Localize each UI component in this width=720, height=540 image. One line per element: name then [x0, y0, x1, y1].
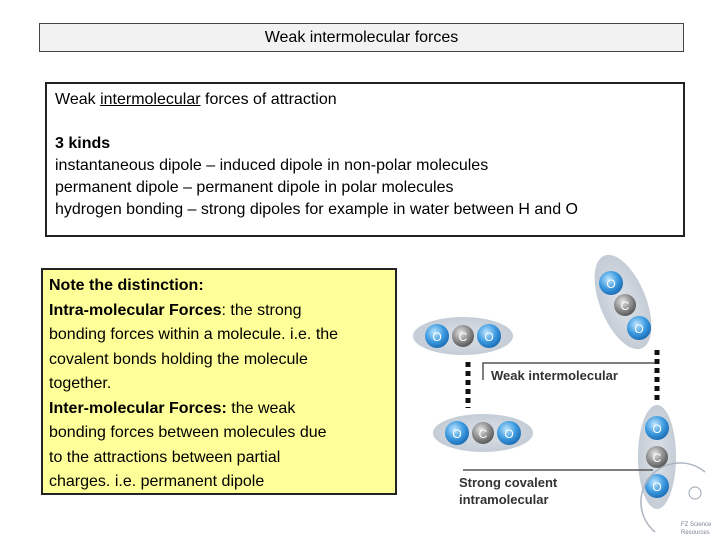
inter-text-1: the weak — [226, 399, 296, 417]
kinds-heading: 3 kinds — [55, 135, 111, 152]
atom-c-label: C — [478, 427, 488, 441]
atom-o-label: O — [432, 330, 442, 344]
kind-item-1: instantaneous dipole – induced dipole in non-polar molecules — [55, 157, 489, 174]
strong-covalent-label-1: Strong covalent — [459, 475, 558, 490]
note-box — [41, 268, 397, 495]
intra-text-3: covalent bonds holding the molecule — [49, 350, 308, 368]
slide-title — [39, 23, 684, 52]
spacer — [55, 111, 675, 133]
slide-title-text: Weak intermolecular forces — [264, 28, 459, 46]
intro-box — [45, 82, 685, 237]
note-heading: Note the distinction: — [49, 277, 204, 294]
weak-intermolecular-label: Weak intermolecular — [491, 368, 618, 383]
atom-o-label: O — [504, 427, 514, 441]
logo-text-1: FZ Science — [681, 522, 712, 528]
co2-intermolecular-diagram — [405, 250, 720, 540]
intro-text-before: Weak — [55, 91, 101, 108]
atom-o-label: O — [634, 322, 644, 336]
inter-text-4: charges. i.e. permanent dipole — [49, 473, 265, 490]
intra-text-4: together. — [49, 375, 112, 392]
intro-underlined-term: intermolecular — [100, 91, 201, 108]
atom-c-label: C — [620, 299, 630, 313]
inter-label: Inter-molecular Forces: — [49, 399, 227, 417]
intra-label: Intra-molecular Forces — [49, 301, 222, 319]
atom-o-label: O — [484, 330, 494, 344]
intra-text-1: : the strong — [221, 301, 302, 319]
intro-text-after: forces of attraction — [200, 91, 337, 108]
atom-o-label: O — [606, 277, 616, 291]
kind-item-3: hydrogen bonding – strong dipoles for example in water between H and O — [55, 201, 578, 218]
intra-text-2: bonding forces within a molecule. i.e. the — [49, 326, 339, 343]
atom-c-label: C — [458, 330, 468, 344]
inter-text-3: to the attractions between partial — [49, 448, 281, 466]
logo-text-2: Resources — [681, 530, 710, 536]
atom-o-label: O — [652, 422, 662, 436]
kind-item-2: permanent dipole – permanent dipole in polar molecules — [55, 179, 454, 196]
strong-covalent-label-2: intramolecular — [459, 492, 549, 507]
molecule-bottom-left — [433, 414, 533, 452]
inter-text-2: bonding forces between molecules due — [49, 424, 327, 441]
molecule-middle-left — [413, 317, 513, 355]
intro-line — [55, 89, 675, 111]
atom-o-label: O — [452, 427, 462, 441]
molecule-bottom-right — [638, 405, 676, 509]
molecule-top-right — [583, 250, 663, 357]
atom-o-label: O — [652, 480, 662, 494]
atom-c-label: C — [652, 451, 662, 465]
